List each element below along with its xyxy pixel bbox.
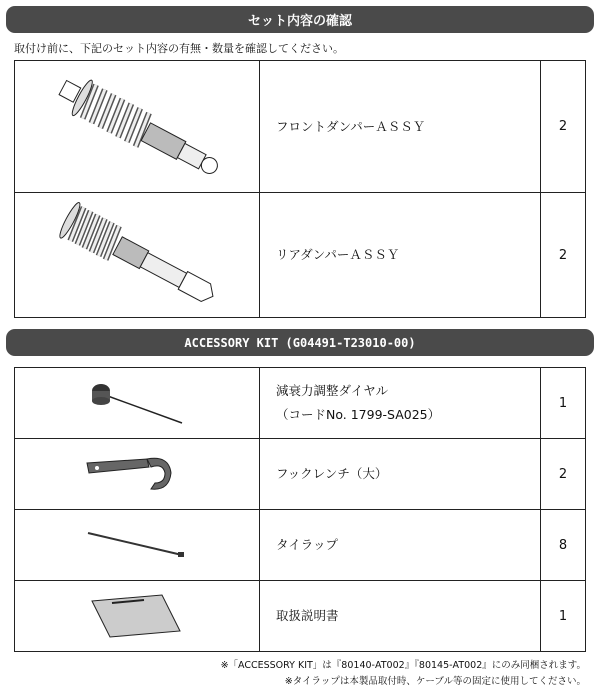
cable-tie-image bbox=[15, 510, 260, 581]
intro-text: 取付け前に、下記のセット内容の有無・数量を確認してください。 bbox=[14, 42, 344, 55]
cable-tie-name: タイラップ bbox=[260, 510, 541, 581]
table-row bbox=[15, 193, 586, 318]
table-row bbox=[15, 439, 586, 510]
table-row bbox=[15, 581, 586, 652]
manual-icon bbox=[82, 591, 192, 641]
hook-wrench-name: フックレンチ（大） bbox=[260, 439, 541, 510]
rear-damper-name: リアダンパーＡＳＳＹ bbox=[260, 193, 541, 318]
cable-tie-qty: 8 bbox=[541, 510, 586, 581]
rear-damper-image bbox=[15, 193, 260, 318]
rear-damper-qty: 2 bbox=[541, 193, 586, 318]
rear-damper-icon bbox=[37, 198, 237, 313]
table-row bbox=[15, 61, 586, 193]
hook-wrench-image bbox=[15, 439, 260, 510]
hook-wrench-icon bbox=[77, 449, 197, 499]
set-contents-banner bbox=[6, 6, 594, 33]
note-cable-tie: ※タイラップは本製品取付時、ケーブル等の固定に使用してください。 bbox=[284, 676, 586, 687]
table-row bbox=[15, 510, 586, 581]
dial-image bbox=[15, 368, 260, 439]
front-damper-icon bbox=[37, 67, 237, 187]
set-contents-title: セット内容の確認 bbox=[247, 14, 352, 29]
table-row bbox=[15, 368, 586, 439]
accessory-kit-banner bbox=[6, 329, 594, 356]
manual-name: 取扱説明書 bbox=[260, 581, 541, 652]
front-damper-qty: 2 bbox=[541, 61, 586, 193]
cable-tie-icon bbox=[82, 525, 192, 565]
front-damper-image bbox=[15, 61, 260, 193]
adjust-dial-icon bbox=[77, 373, 197, 433]
accessory-kit-title: ACCESSORY KIT (G04491-T23010-00) bbox=[184, 335, 416, 350]
manual-qty: 1 bbox=[541, 581, 586, 652]
dial-name-cell bbox=[260, 368, 541, 439]
manual-image bbox=[15, 581, 260, 652]
dial-name: 減衰力調整ダイヤル bbox=[276, 383, 389, 398]
front-damper-name: フロントダンパーＡＳＳＹ bbox=[260, 61, 541, 193]
dial-qty: 1 bbox=[541, 368, 586, 439]
hook-wrench-qty: 2 bbox=[541, 439, 586, 510]
dial-code: （コードNo. 1799-SA025） bbox=[276, 407, 441, 422]
damper-table bbox=[14, 60, 586, 318]
note-accessory: ※「ACCESSORY KIT」は『80140-AT002』『80145-AT002』にのみ同梱されます。 bbox=[220, 660, 586, 671]
accessory-table bbox=[14, 367, 586, 652]
